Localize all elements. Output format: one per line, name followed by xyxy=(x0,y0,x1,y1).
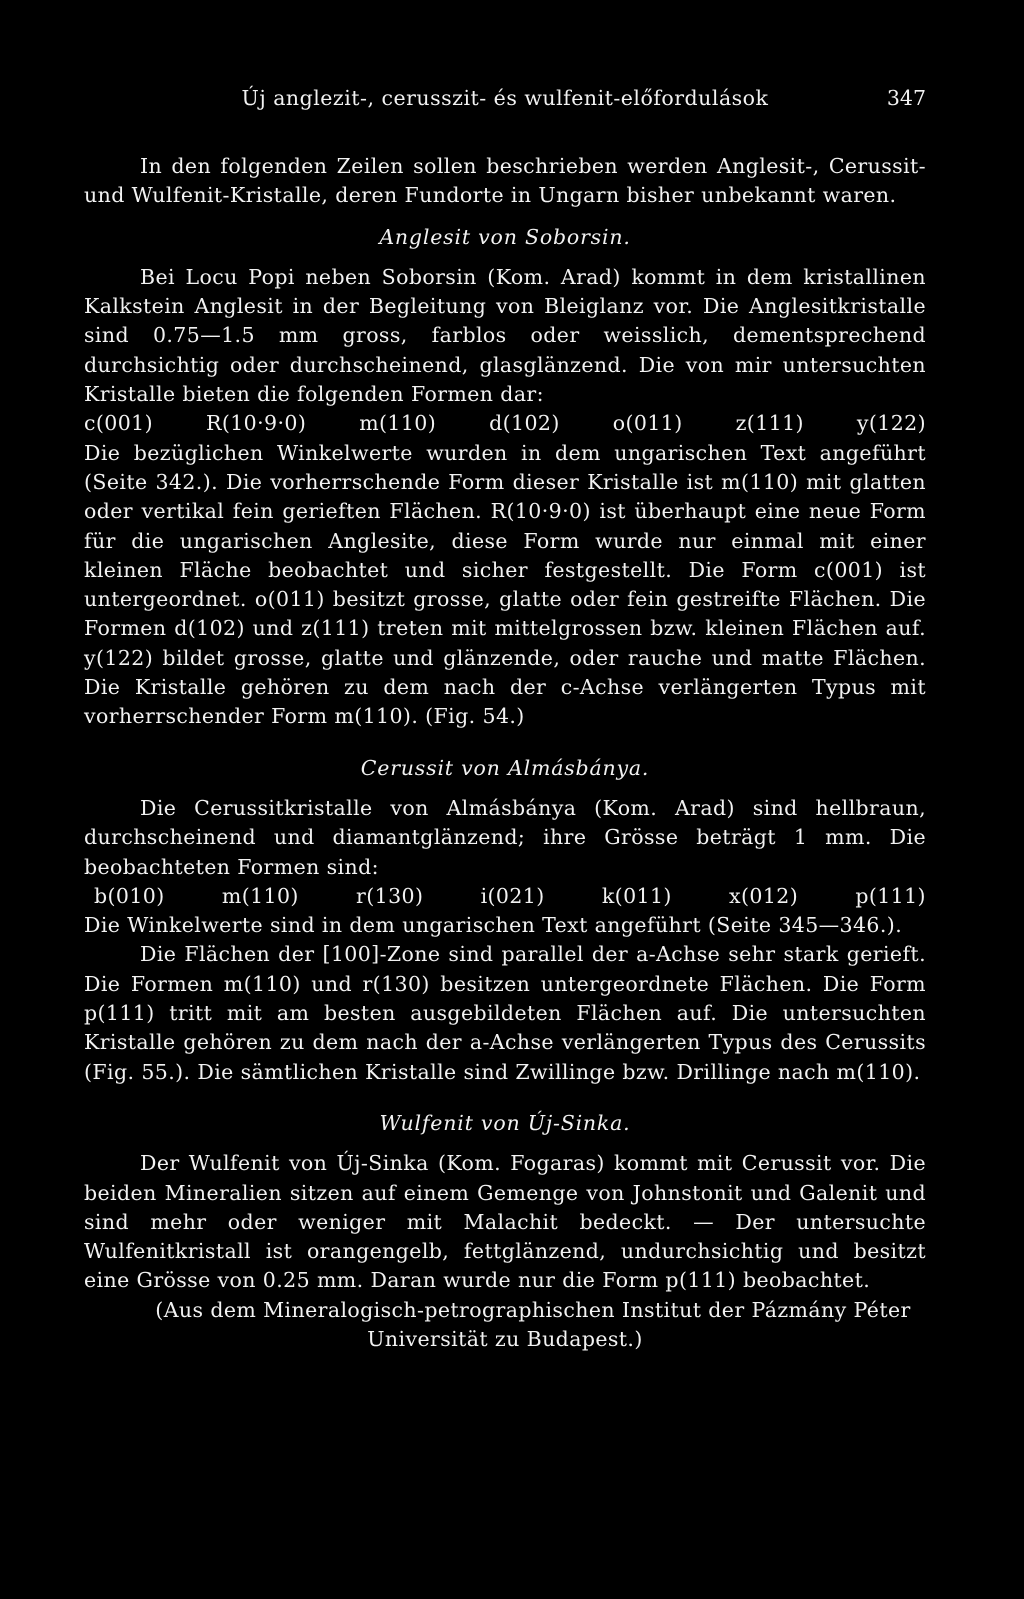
form-item: d(102) xyxy=(489,411,560,436)
cerussit-forms-list xyxy=(84,882,926,911)
form-item: m(110) xyxy=(221,883,299,908)
running-title: Új anglezit-, cerusszit- és wulfenit-előfordulások xyxy=(241,86,769,110)
section-heading-anglesit: Anglesit von Soborsin. xyxy=(379,224,631,249)
anglesit-forms-list xyxy=(84,409,926,438)
form-item: R(10·9·0) xyxy=(205,411,307,436)
form-item: y(122) xyxy=(856,411,926,436)
page-body xyxy=(84,152,926,1354)
form-item: c(001) xyxy=(84,411,154,436)
form-item: o(011) xyxy=(612,411,683,436)
section-heading-wulfenit: Wulfenit von Új-Sinka. xyxy=(379,1110,631,1135)
anglesit-paragraph-1: Bei Locu Popi neben Soborsin (Kom. Arad) kommt in dem kristallinen Kalkstein Anglesit in der Begleitung von Bleiglanz vor. Die Anglesitkristalle sind 0.75—1.5 mm gross, farblos oder weisslich, dementsprechend durchsichtig oder durchscheinend, glasglänzend. Die von mir untersuchten Kristalle bieten die folgenden Formen dar: xyxy=(84,264,926,407)
form-item: k(011) xyxy=(601,883,672,908)
institute-footer: (Aus dem Mineralogisch-petrographischen Institut der Pázmány Péter Universität zu Budapest.) xyxy=(155,1297,911,1351)
form-item: z(111) xyxy=(735,411,804,436)
section-heading-cerussit: Cerussit von Almásbánya. xyxy=(360,755,650,780)
form-item: r(130) xyxy=(356,883,424,908)
intro-paragraph: In den folgenden Zeilen sollen beschrieben werden Anglesit-, Cerussit- und Wulfenit-Kristalle, deren Fundorte in Ungarn bisher unbekannt waren. xyxy=(84,154,926,208)
wulfenit-paragraph-1: Der Wulfenit von Új-Sinka (Kom. Fogaras) kommt mit Cerussit vor. Die beiden Mineralien sitzen auf einem Gemenge von Johnstonit und Galenit und sind mehr oder weniger mit Malachit bedeckt. — Der untersuchte Wulfenitkristall ist orangengelb, fettglänzend, undurchsichtig und besitzt eine Grösse von 0.25 mm. Daran wurde nur die Form p(111) beobachtet. xyxy=(84,1151,926,1293)
cerussit-paragraph-2: Die Winkelwerte sind in dem ungarischen Text angeführt (Seite 345—346.). xyxy=(84,913,903,938)
form-item: m(110) xyxy=(359,411,437,436)
cerussit-paragraph-3: Die Flächen der [100]-Zone sind parallel der a-Achse sehr stark gerieft. Die Formen m(110) und r(130) besitzen untergeordnete Flächen. Die Form p(111) tritt mit am besten ausgebildeten Flächen auf. Die untersuchten Kristalle gehören zu dem nach der a-Achse verlängerten Typus des Cerussits (Fig. 55.). Die sämtlichen Kristalle sind Zwillinge bzw. Drillinge nach m(110). xyxy=(84,942,926,1084)
cerussit-paragraph-1: Die Cerussitkristalle von Almásbánya (Kom. Arad) sind hellbraun, durchscheinend und diamantglänzend; ihre Grösse beträgt 1 mm. Die beobachteten Formen sind: xyxy=(84,795,926,879)
form-item: i(021) xyxy=(480,883,545,908)
form-item: x(012) xyxy=(729,883,799,908)
running-header xyxy=(84,86,926,116)
form-item: b(010) xyxy=(94,883,165,908)
anglesit-paragraph-2: Die bezüglichen Winkelwerte wurden in dem ungarischen Text angeführt (Seite 342.). Die vorherrschende Form dieser Kristalle ist m(110) mit glatten oder vertikal fein gerieften Flächen. R(10·9·0) ist überhaupt eine neue Form für die ungarischen Anglesite, diese Form wurde nur einmal mit einer kleinen Fläche beobachtet und sicher festgestellt. Die Form c(001) ist untergeordnet. o(011) besitzt grosse, glatte oder fein gestreifte Flächen. Die Formen d(102) und z(111) treten mit mittelgrossen bzw. kleinen Flächen auf. y(122) bildet grosse, glatte und glänzende, oder rauche und matte Flächen. Die Kristalle gehören zu dem nach der c-Achse verlängerten Typus mit vorherrschender Form m(110). (Fig. 54.) xyxy=(84,440,926,729)
page-number: 347 xyxy=(886,86,926,110)
form-item: p(111) xyxy=(855,883,926,908)
